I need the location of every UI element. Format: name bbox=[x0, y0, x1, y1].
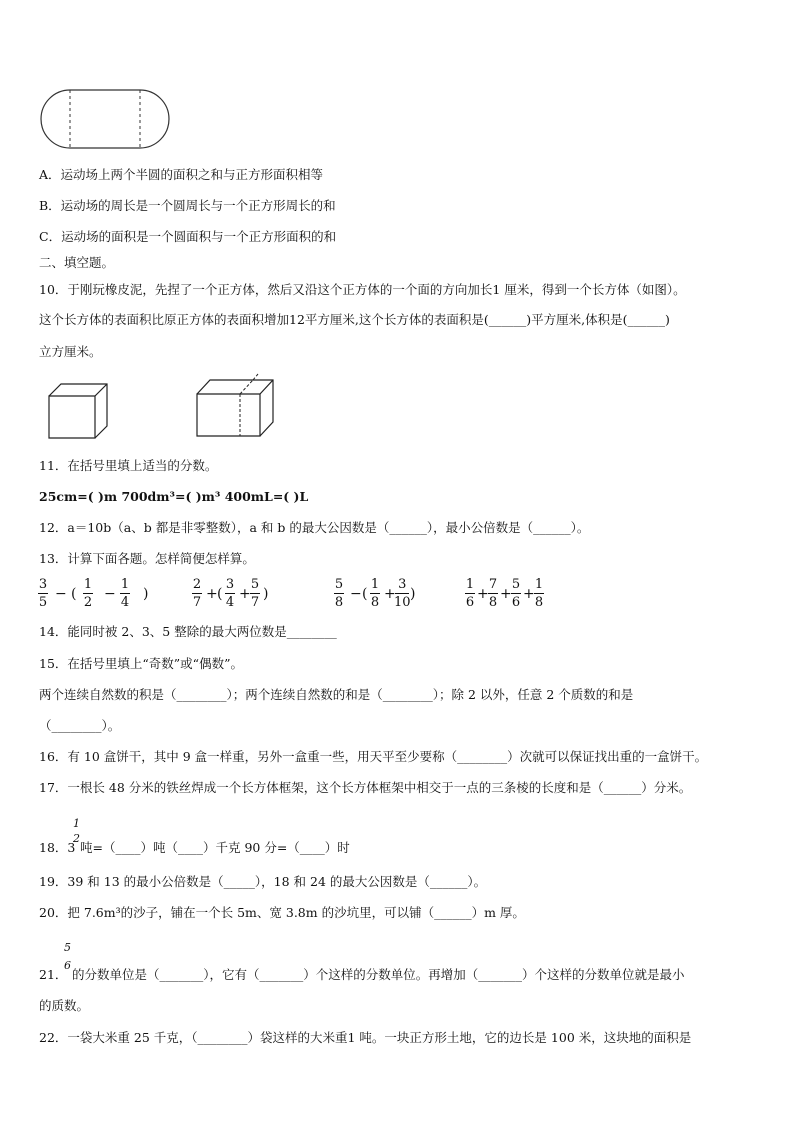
q11-line2: 25cm=( )m 700dm³=( )m³ 400mL=( )L bbox=[39, 489, 309, 504]
q17: 17．一根长 48 分米的铁丝焊成一个长方体框架，这个长方体框架中相交于一点的三条棱的长度和是（______）分米。 bbox=[39, 780, 692, 795]
q21-rest: 的分数单位是（_______），它有（_______）个这样的分数单位。再增加（_______）个这样的分数单位就是最小 bbox=[72, 967, 685, 982]
e2-frac3: 5 7 bbox=[250, 577, 260, 610]
e2-frac1: 2 7 bbox=[192, 577, 202, 610]
e2-op2: + bbox=[239, 586, 251, 602]
q22: 22．一袋大米重 25 千克，（________）袋这样的大米重1 吨。一块正方形土地，它的边长是 100 米，这块地的面积是 bbox=[39, 1030, 692, 1045]
e2-frac2: 3 4 bbox=[225, 577, 235, 610]
e1-frac3: 1 4 bbox=[120, 577, 130, 610]
e4-op2: + bbox=[500, 586, 512, 602]
q21-frac-den: 6 bbox=[64, 959, 71, 972]
q18-frac-den: 2 bbox=[73, 832, 80, 845]
q12: 12．a＝10b（a、b 都是非零整数），a 和 b 的最大公因数是（______），最小公倍数是（______）。 bbox=[39, 520, 590, 535]
e3-rparen: ) bbox=[410, 586, 416, 602]
e4-op3: + bbox=[523, 586, 535, 602]
e1-rparen: ) bbox=[143, 586, 149, 602]
e4-op1: + bbox=[477, 586, 489, 602]
section-title: 二、填空题。 bbox=[39, 255, 115, 270]
e1-op1: − bbox=[55, 586, 67, 602]
e3-lparen: ( bbox=[362, 586, 368, 602]
e4-frac3: 5 6 bbox=[511, 577, 521, 610]
q20: 20．把 7.6m³的沙子，铺在一个长 5m、宽 3.8m 的沙坑里，可以铺（______）m 厚。 bbox=[39, 905, 525, 920]
q15-line2: 两个连续自然数的积是（________）；两个连续自然数的和是（________）；除 2 以外，任意 2 个质数的和是 bbox=[39, 687, 634, 702]
e3-op1: − bbox=[350, 586, 362, 602]
q18-prefix: 18．3 bbox=[39, 840, 76, 855]
q19: 19．39 和 13 的最小公倍数是（_____），18 和 24 的最大公因数是（______）。 bbox=[39, 874, 487, 889]
q10-line1: 10．于刚玩橡皮泥，先捏了一个正方体，然后又沿这个正方体的一个面的方向加长1 厘米，得到一个长方体（如图）。 bbox=[39, 282, 686, 297]
e1-op2: − bbox=[104, 586, 116, 602]
q21-line2: 的质数。 bbox=[39, 998, 90, 1013]
q14: 14．能同时被 2、3、5 整除的最大两位数是________ bbox=[39, 624, 337, 639]
q18-rest: 吨=（____）吨（____）千克 90 分=（____）时 bbox=[80, 840, 350, 855]
stadium-figure bbox=[40, 88, 166, 150]
option-c: C．运动场的面积是一个圆面积与一个正方形面积的和 bbox=[39, 229, 337, 244]
option-a: A．运动场上两个半圆的面积之和与正方形面积相等 bbox=[39, 167, 324, 182]
option-b: B．运动场的周长是一个圆周长与一个正方形周长的和 bbox=[39, 198, 336, 213]
q16: 16．有 10 盒饼干，其中 9 盒一样重，另外一盒重一些，用天平至少要称（________）次就可以保证找出重的一盒饼干。 bbox=[39, 749, 708, 764]
q21-frac-num: 5 bbox=[64, 941, 71, 954]
e4-frac2: 7 8 bbox=[488, 577, 498, 610]
q15-line3: （________）。 bbox=[39, 718, 121, 733]
e4-frac1: 1 6 bbox=[465, 577, 475, 610]
q18-frac-num: 1 bbox=[73, 817, 80, 830]
e1-frac2: 1 2 bbox=[83, 577, 93, 610]
q10-line2: 这个长方体的表面积比原正方体的表面积增加12平方厘米,这个长方体的表面积是(______)平方厘米,体积是(______) bbox=[39, 312, 670, 327]
cube-figure bbox=[47, 380, 109, 440]
e1-lparen: ( bbox=[71, 586, 77, 602]
e2-rparen: ) bbox=[263, 586, 269, 602]
e4-frac4: 1 8 bbox=[534, 577, 544, 610]
q10-line3: 立方厘米。 bbox=[39, 344, 102, 359]
cuboid-figure bbox=[196, 374, 278, 440]
q11-line1: 11．在括号里填上适当的分数。 bbox=[39, 458, 218, 473]
e3-op2: + bbox=[384, 586, 396, 602]
e2-lparen: ( bbox=[217, 586, 223, 602]
q15-line1: 15．在括号里填上“奇数”或“偶数”。 bbox=[39, 656, 243, 671]
e3-frac1: 5 8 bbox=[334, 577, 344, 610]
e2-op1: + bbox=[206, 586, 218, 602]
e3-frac2: 1 8 bbox=[370, 577, 380, 610]
q13-line1: 13．计算下面各题。怎样简便怎样算。 bbox=[39, 551, 255, 566]
e3-frac3: 3 10 bbox=[394, 577, 411, 610]
q21-prefix: 21． bbox=[39, 967, 68, 982]
e1-frac1: 3 5 bbox=[38, 577, 48, 610]
